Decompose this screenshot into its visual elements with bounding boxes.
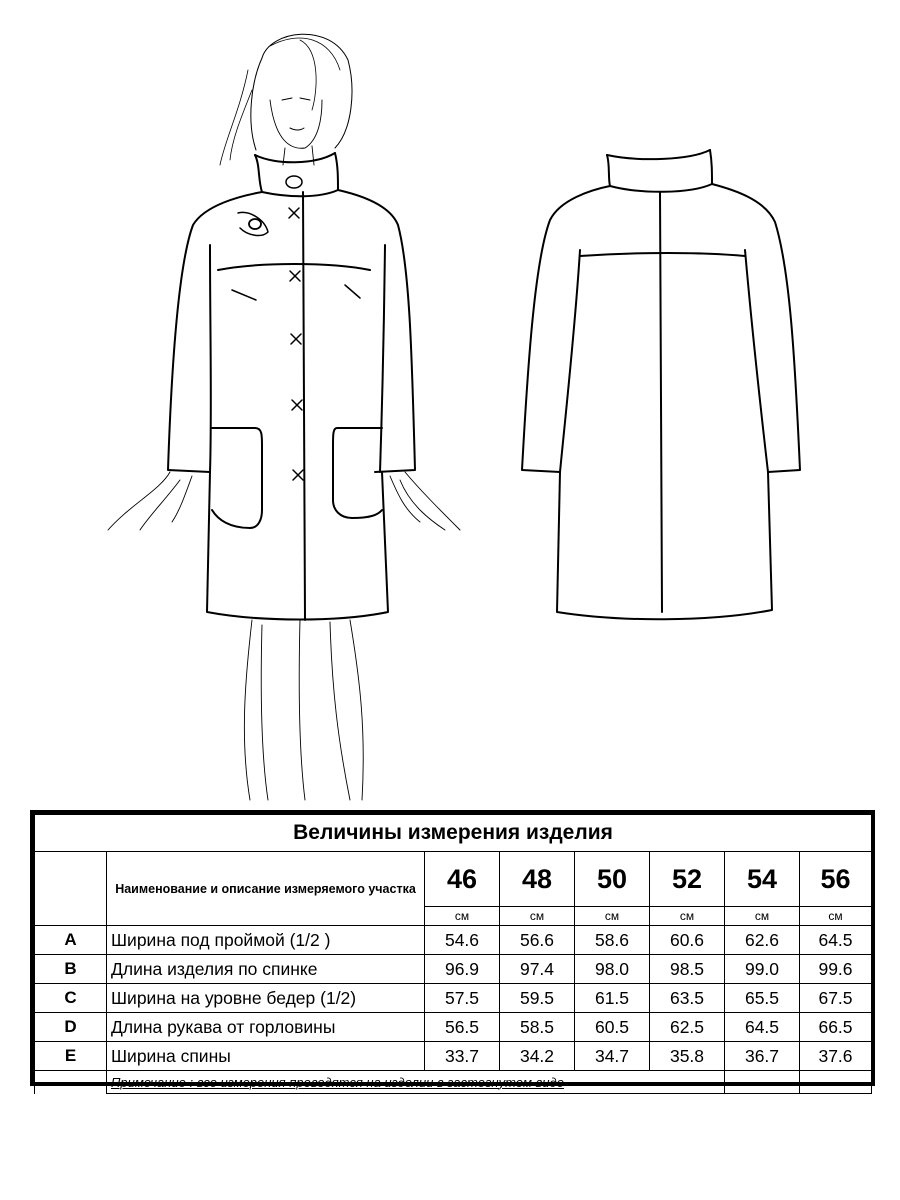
front-view-hands-legs [108,472,460,800]
table-row [35,955,872,984]
front-view-coat [168,153,415,620]
row-value: 98.0 [575,955,650,984]
row-value: 33.7 [425,1042,500,1071]
row-description: Длина рукава от горловины [107,1013,425,1042]
size-header: 56 [800,852,872,907]
row-description: Длина изделия по спинке [107,955,425,984]
table-title: Величины измерения изделия [35,815,872,852]
row-value: 65.5 [725,984,800,1013]
size-header: 46 [425,852,500,907]
unit-label: см [725,907,800,926]
row-value: 63.5 [650,984,725,1013]
row-value: 62.5 [650,1013,725,1042]
table-row [35,1042,872,1071]
table-row [35,984,872,1013]
unit-label: см [575,907,650,926]
table-note: Примечание : все измерения проводятся на изделии в застегнутом виде [107,1071,725,1094]
row-value: 67.5 [800,984,872,1013]
table-row [35,1013,872,1042]
row-description: Ширина спины [107,1042,425,1071]
unit-label: см [800,907,872,926]
row-letter: B [35,955,107,984]
note-empty-cell [725,1071,800,1094]
size-header: 52 [650,852,725,907]
row-value: 54.6 [425,926,500,955]
unit-label: см [500,907,575,926]
row-value: 36.7 [725,1042,800,1071]
row-value: 64.5 [725,1013,800,1042]
unit-label: см [425,907,500,926]
back-view-coat [522,150,800,619]
header-empty-cell [35,852,107,926]
row-value: 62.6 [725,926,800,955]
row-letter: A [35,926,107,955]
row-value: 34.7 [575,1042,650,1071]
row-description: Ширина под проймой (1/2 ) [107,926,425,955]
row-value: 96.9 [425,955,500,984]
row-value: 58.5 [500,1013,575,1042]
front-view-figure [220,34,352,165]
row-value: 37.6 [800,1042,872,1071]
row-value: 35.8 [650,1042,725,1071]
row-value: 58.6 [575,926,650,955]
header-description: Наименование и описание измеряемого участка [107,852,425,926]
row-value: 61.5 [575,984,650,1013]
size-header: 50 [575,852,650,907]
row-letter: E [35,1042,107,1071]
row-letter: C [35,984,107,1013]
table-row [35,926,872,955]
size-header: 54 [725,852,800,907]
row-value: 66.5 [800,1013,872,1042]
row-value: 56.5 [425,1013,500,1042]
row-value: 98.5 [650,955,725,984]
note-empty-cell [800,1071,872,1094]
row-description: Ширина на уровне бедер (1/2) [107,984,425,1013]
measurement-table [34,814,872,1094]
row-letter: D [35,1013,107,1042]
row-value: 59.5 [500,984,575,1013]
row-value: 60.6 [650,926,725,955]
row-value: 99.6 [800,955,872,984]
measurement-table-container [30,810,875,1090]
row-value: 97.4 [500,955,575,984]
size-header: 48 [500,852,575,907]
unit-label: см [650,907,725,926]
row-value: 34.2 [500,1042,575,1071]
row-value: 60.5 [575,1013,650,1042]
row-value: 57.5 [425,984,500,1013]
row-value: 56.6 [500,926,575,955]
note-empty-cell [35,1071,107,1094]
row-value: 99.0 [725,955,800,984]
row-value: 64.5 [800,926,872,955]
